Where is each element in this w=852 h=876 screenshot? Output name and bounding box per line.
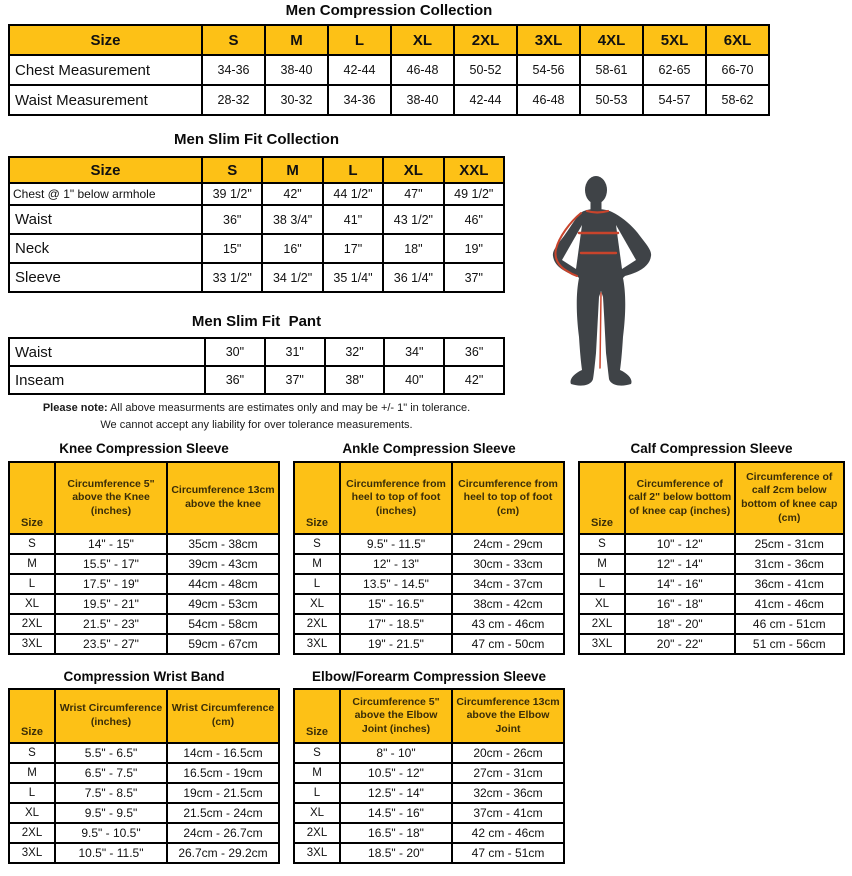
row-label: Waist bbox=[9, 205, 202, 234]
value-cell: 66-70 bbox=[706, 55, 769, 85]
value-cell: 21.5" - 23" bbox=[55, 614, 167, 634]
value-cell: 46-48 bbox=[517, 85, 580, 115]
value-cell: 9.5" - 11.5" bbox=[340, 534, 452, 554]
size-table bbox=[293, 461, 565, 655]
value-cell: 39cm - 43cm bbox=[167, 554, 279, 574]
table-row bbox=[9, 594, 279, 614]
row-label: Neck bbox=[9, 234, 202, 263]
size-cell: L bbox=[294, 574, 340, 594]
men-slim-fit-pant-table bbox=[8, 337, 505, 395]
value-cell: 43 1/2" bbox=[383, 205, 443, 234]
value-cell: 15" bbox=[202, 234, 262, 263]
column-header: Wrist Circumference (inches) bbox=[55, 689, 167, 743]
size-cell: S bbox=[579, 534, 625, 554]
value-cell: 14" - 15" bbox=[55, 534, 167, 554]
size-cell: L bbox=[9, 574, 55, 594]
value-cell: 12.5" - 14" bbox=[340, 783, 452, 803]
elbow-forearm-compression-sleeve-table bbox=[293, 688, 565, 864]
value-cell: 47 cm - 51cm bbox=[452, 843, 564, 863]
compression-wrist-band-table bbox=[8, 688, 280, 864]
knee-compression-sleeve-table bbox=[8, 461, 280, 655]
row-label: Chest Measurement bbox=[9, 55, 202, 85]
size-table bbox=[8, 461, 280, 655]
value-cell: 36" bbox=[202, 205, 262, 234]
value-cell: 35 1/4" bbox=[323, 263, 383, 292]
table-row bbox=[9, 534, 279, 554]
row-label: Inseam bbox=[9, 366, 205, 394]
column-header: M bbox=[262, 157, 322, 183]
size-cell: 2XL bbox=[9, 614, 55, 634]
figure-neck bbox=[591, 198, 602, 210]
value-cell: 23.5" - 27" bbox=[55, 634, 167, 654]
value-cell: 15.5" - 17" bbox=[55, 554, 167, 574]
value-cell: 42" bbox=[444, 366, 504, 394]
value-cell: 49 1/2" bbox=[444, 183, 504, 205]
value-cell: 14cm - 16.5cm bbox=[167, 743, 279, 763]
value-cell: 41cm - 46cm bbox=[735, 594, 845, 614]
value-cell: 18" bbox=[383, 234, 443, 263]
size-cell: S bbox=[294, 534, 340, 554]
table-row bbox=[294, 823, 564, 843]
size-table bbox=[8, 24, 770, 116]
value-cell: 47 cm - 50cm bbox=[452, 634, 564, 654]
value-cell: 19" - 21.5" bbox=[340, 634, 452, 654]
size-table bbox=[8, 337, 505, 395]
value-cell: 27cm - 31cm bbox=[452, 763, 564, 783]
value-cell: 34cm - 37cm bbox=[452, 574, 564, 594]
value-cell: 18" - 20" bbox=[625, 614, 735, 634]
size-cell: 3XL bbox=[579, 634, 625, 654]
size-column-header: Size bbox=[294, 462, 340, 534]
value-cell: 38-40 bbox=[265, 55, 328, 85]
column-header: L bbox=[323, 157, 383, 183]
value-cell: 54-57 bbox=[643, 85, 706, 115]
value-cell: 38cm - 42cm bbox=[452, 594, 564, 614]
value-cell: 54cm - 58cm bbox=[167, 614, 279, 634]
value-cell: 17" - 18.5" bbox=[340, 614, 452, 634]
value-cell: 6.5" - 7.5" bbox=[55, 763, 167, 783]
table-row bbox=[294, 743, 564, 763]
figure-body bbox=[553, 209, 651, 386]
value-cell: 58-62 bbox=[706, 85, 769, 115]
value-cell: 49cm - 53cm bbox=[167, 594, 279, 614]
calf-sleeve-title: Calf Compression Sleeve bbox=[630, 441, 793, 456]
value-cell: 32" bbox=[325, 338, 385, 366]
value-cell: 25cm - 31cm bbox=[735, 534, 845, 554]
value-cell: 38-40 bbox=[391, 85, 454, 115]
column-header: Circumference 5" above the Elbow Joint (inches) bbox=[340, 689, 452, 743]
value-cell: 13.5" - 14.5" bbox=[340, 574, 452, 594]
note-line2: We cannot accept any liability for over tolerance measurements. bbox=[100, 419, 413, 432]
value-cell: 26.7cm - 29.2cm bbox=[167, 843, 279, 863]
calf-compression-sleeve-table bbox=[578, 461, 845, 655]
column-header: Size bbox=[9, 157, 202, 183]
value-cell: 54-56 bbox=[517, 55, 580, 85]
row-label: Chest @ 1" below armhole bbox=[9, 183, 202, 205]
table-row bbox=[579, 554, 844, 574]
table-row bbox=[9, 763, 279, 783]
value-cell: 18.5" - 20" bbox=[340, 843, 452, 863]
table-row bbox=[579, 574, 844, 594]
ankle-compression-sleeve-table bbox=[293, 461, 565, 655]
value-cell: 42" bbox=[262, 183, 322, 205]
row-label: Waist bbox=[9, 338, 205, 366]
table-row bbox=[9, 205, 504, 234]
size-cell: M bbox=[9, 763, 55, 783]
table-row bbox=[9, 183, 504, 205]
value-cell: 5.5" - 6.5" bbox=[55, 743, 167, 763]
size-cell: L bbox=[9, 783, 55, 803]
value-cell: 20" - 22" bbox=[625, 634, 735, 654]
value-cell: 38 3/4" bbox=[262, 205, 322, 234]
column-header: Circumference of calf 2cm below bottom of knee cap (cm) bbox=[735, 462, 845, 534]
header-row bbox=[9, 25, 769, 55]
value-cell: 42-44 bbox=[328, 55, 391, 85]
value-cell: 10.5" - 11.5" bbox=[55, 843, 167, 863]
table-row bbox=[9, 55, 769, 85]
value-cell: 9.5" - 9.5" bbox=[55, 803, 167, 823]
column-header: L bbox=[328, 25, 391, 55]
table-row bbox=[579, 614, 844, 634]
men-slim-fit-collection-table bbox=[8, 156, 505, 293]
value-cell: 35cm - 38cm bbox=[167, 534, 279, 554]
table-row bbox=[9, 614, 279, 634]
value-cell: 16" bbox=[262, 234, 322, 263]
header-row bbox=[579, 462, 844, 534]
table-row bbox=[9, 554, 279, 574]
size-cell: XL bbox=[9, 594, 55, 614]
value-cell: 34 1/2" bbox=[262, 263, 322, 292]
column-header: Circumference 13cm above the knee bbox=[167, 462, 279, 534]
value-cell: 20cm - 26cm bbox=[452, 743, 564, 763]
column-header: XL bbox=[383, 157, 443, 183]
size-column-header: Size bbox=[9, 689, 55, 743]
table-row bbox=[9, 263, 504, 292]
value-cell: 12" - 13" bbox=[340, 554, 452, 574]
knee-sleeve-title: Knee Compression Sleeve bbox=[59, 441, 229, 456]
size-cell: 2XL bbox=[294, 823, 340, 843]
size-column-header: Size bbox=[579, 462, 625, 534]
value-cell: 30-32 bbox=[265, 85, 328, 115]
table-row bbox=[294, 803, 564, 823]
value-cell: 31" bbox=[265, 338, 325, 366]
value-cell: 42 cm - 46cm bbox=[452, 823, 564, 843]
column-header: 2XL bbox=[454, 25, 517, 55]
value-cell: 30" bbox=[205, 338, 265, 366]
value-cell: 44 1/2" bbox=[323, 183, 383, 205]
table-row bbox=[9, 803, 279, 823]
column-header: 4XL bbox=[580, 25, 643, 55]
table-row bbox=[9, 843, 279, 863]
value-cell: 15" - 16.5" bbox=[340, 594, 452, 614]
table-row bbox=[294, 763, 564, 783]
size-cell: 3XL bbox=[9, 634, 55, 654]
column-header: 3XL bbox=[517, 25, 580, 55]
column-header: Wrist Circumference (cm) bbox=[167, 689, 279, 743]
value-cell: 37cm - 41cm bbox=[452, 803, 564, 823]
table-row bbox=[9, 634, 279, 654]
size-cell: L bbox=[579, 574, 625, 594]
value-cell: 17" bbox=[323, 234, 383, 263]
value-cell: 44cm - 48cm bbox=[167, 574, 279, 594]
size-cell: M bbox=[294, 763, 340, 783]
value-cell: 36 1/4" bbox=[383, 263, 443, 292]
table-row bbox=[579, 634, 844, 654]
column-header: Size bbox=[9, 25, 202, 55]
value-cell: 16.5cm - 19cm bbox=[167, 763, 279, 783]
value-cell: 50-53 bbox=[580, 85, 643, 115]
table-row bbox=[9, 366, 504, 394]
value-cell: 50-52 bbox=[454, 55, 517, 85]
value-cell: 31cm - 36cm bbox=[735, 554, 845, 574]
table-row bbox=[9, 823, 279, 843]
value-cell: 10" - 12" bbox=[625, 534, 735, 554]
column-header: Circumference from heel to top of foot (inches) bbox=[340, 462, 452, 534]
note-label: Please note: bbox=[42, 402, 108, 414]
value-cell: 43 cm - 46cm bbox=[452, 614, 564, 634]
header-row bbox=[9, 462, 279, 534]
table-row bbox=[9, 234, 504, 263]
table-row bbox=[9, 574, 279, 594]
table-row bbox=[294, 783, 564, 803]
size-cell: XL bbox=[579, 594, 625, 614]
size-cell: XL bbox=[9, 803, 55, 823]
row-label: Waist Measurement bbox=[9, 85, 202, 115]
ankle-sleeve-title: Ankle Compression Sleeve bbox=[342, 441, 516, 456]
column-header: M bbox=[265, 25, 328, 55]
size-cell: 2XL bbox=[579, 614, 625, 634]
value-cell: 32cm - 36cm bbox=[452, 783, 564, 803]
column-header: Circumference 5" above the Knee (inches) bbox=[55, 462, 167, 534]
value-cell: 36" bbox=[444, 338, 504, 366]
value-cell: 46" bbox=[444, 205, 504, 234]
value-cell: 14.5" - 16" bbox=[340, 803, 452, 823]
header-row bbox=[9, 689, 279, 743]
column-header: S bbox=[202, 25, 265, 55]
value-cell: 9.5" - 10.5" bbox=[55, 823, 167, 843]
table-row bbox=[9, 85, 769, 115]
man-silhouette-figure bbox=[552, 165, 662, 395]
value-cell: 10.5" - 12" bbox=[340, 763, 452, 783]
value-cell: 34-36 bbox=[202, 55, 265, 85]
size-table bbox=[578, 461, 845, 655]
size-cell: XL bbox=[294, 594, 340, 614]
table-row bbox=[9, 338, 504, 366]
value-cell: 8" - 10" bbox=[340, 743, 452, 763]
size-cell: S bbox=[9, 534, 55, 554]
value-cell: 58-61 bbox=[580, 55, 643, 85]
value-cell: 28-32 bbox=[202, 85, 265, 115]
value-cell: 14" - 16" bbox=[625, 574, 735, 594]
size-column-header: Size bbox=[294, 689, 340, 743]
value-cell: 17.5" - 19" bbox=[55, 574, 167, 594]
table-row bbox=[294, 574, 564, 594]
size-table bbox=[8, 688, 280, 864]
size-cell: 3XL bbox=[294, 843, 340, 863]
value-cell: 38" bbox=[325, 366, 385, 394]
value-cell: 36cm - 41cm bbox=[735, 574, 845, 594]
table-row bbox=[9, 783, 279, 803]
table-row bbox=[579, 534, 844, 554]
value-cell: 37" bbox=[444, 263, 504, 292]
header-row bbox=[9, 157, 504, 183]
elbow-sleeve-title: Elbow/Forearm Compression Sleeve bbox=[311, 669, 547, 684]
value-cell: 42-44 bbox=[454, 85, 517, 115]
table-row bbox=[294, 594, 564, 614]
value-cell: 24cm - 29cm bbox=[452, 534, 564, 554]
table-row bbox=[294, 554, 564, 574]
column-header: 6XL bbox=[706, 25, 769, 55]
value-cell: 37" bbox=[265, 366, 325, 394]
value-cell: 47" bbox=[383, 183, 443, 205]
table-row bbox=[9, 743, 279, 763]
value-cell: 24cm - 26.7cm bbox=[167, 823, 279, 843]
column-header: XL bbox=[391, 25, 454, 55]
measurement-tolerance-note bbox=[8, 400, 505, 434]
table-row bbox=[294, 534, 564, 554]
value-cell: 46-48 bbox=[391, 55, 454, 85]
value-cell: 16" - 18" bbox=[625, 594, 735, 614]
column-header: Circumference 13cm above the Elbow Joint bbox=[452, 689, 564, 743]
inseam-measure-line bbox=[600, 293, 601, 368]
size-cell: S bbox=[294, 743, 340, 763]
value-cell: 7.5" - 8.5" bbox=[55, 783, 167, 803]
value-cell: 30cm - 33cm bbox=[452, 554, 564, 574]
column-header: S bbox=[202, 157, 262, 183]
size-cell: M bbox=[579, 554, 625, 574]
size-table bbox=[293, 688, 565, 864]
value-cell: 33 1/2" bbox=[202, 263, 262, 292]
value-cell: 34-36 bbox=[328, 85, 391, 115]
men-slim-fit-pant-title: Men Slim Fit Pant bbox=[191, 313, 322, 330]
table-row bbox=[294, 843, 564, 863]
value-cell: 36" bbox=[205, 366, 265, 394]
wrist-band-title: Compression Wrist Band bbox=[63, 669, 225, 684]
column-header: Circumference from heel to top of foot (cm) bbox=[452, 462, 564, 534]
size-cell: S bbox=[9, 743, 55, 763]
table-row bbox=[294, 614, 564, 634]
value-cell: 21.5cm - 24cm bbox=[167, 803, 279, 823]
size-column-header: Size bbox=[9, 462, 55, 534]
table-row bbox=[579, 594, 844, 614]
size-cell: XL bbox=[294, 803, 340, 823]
column-header: 5XL bbox=[643, 25, 706, 55]
size-cell: 3XL bbox=[9, 843, 55, 863]
men-compression-collection-title: Men Compression Collection bbox=[285, 2, 493, 19]
column-header: XXL bbox=[444, 157, 504, 183]
value-cell: 16.5" - 18" bbox=[340, 823, 452, 843]
row-label: Sleeve bbox=[9, 263, 202, 292]
size-cell: M bbox=[294, 554, 340, 574]
size-cell: 2XL bbox=[294, 614, 340, 634]
value-cell: 59cm - 67cm bbox=[167, 634, 279, 654]
value-cell: 39 1/2" bbox=[202, 183, 262, 205]
value-cell: 19" bbox=[444, 234, 504, 263]
size-table bbox=[8, 156, 505, 293]
value-cell: 62-65 bbox=[643, 55, 706, 85]
column-header: Circumference of calf 2" below bottom of knee cap (inches) bbox=[625, 462, 735, 534]
size-cell: M bbox=[9, 554, 55, 574]
value-cell: 34" bbox=[384, 338, 444, 366]
note-line1: All above measurments are estimates only and may be +/- 1" in tolerance. bbox=[107, 402, 471, 414]
value-cell: 12" - 14" bbox=[625, 554, 735, 574]
men-slim-fit-collection-title: Men Slim Fit Collection bbox=[173, 131, 339, 148]
value-cell: 51 cm - 56cm bbox=[735, 634, 845, 654]
size-cell: L bbox=[294, 783, 340, 803]
value-cell: 19.5" - 21" bbox=[55, 594, 167, 614]
header-row bbox=[294, 689, 564, 743]
size-cell: 2XL bbox=[9, 823, 55, 843]
men-compression-collection-table bbox=[8, 24, 770, 116]
value-cell: 19cm - 21.5cm bbox=[167, 783, 279, 803]
value-cell: 46 cm - 51cm bbox=[735, 614, 845, 634]
value-cell: 41" bbox=[323, 205, 383, 234]
size-cell: 3XL bbox=[294, 634, 340, 654]
value-cell: 40" bbox=[384, 366, 444, 394]
header-row bbox=[294, 462, 564, 534]
table-row bbox=[294, 634, 564, 654]
